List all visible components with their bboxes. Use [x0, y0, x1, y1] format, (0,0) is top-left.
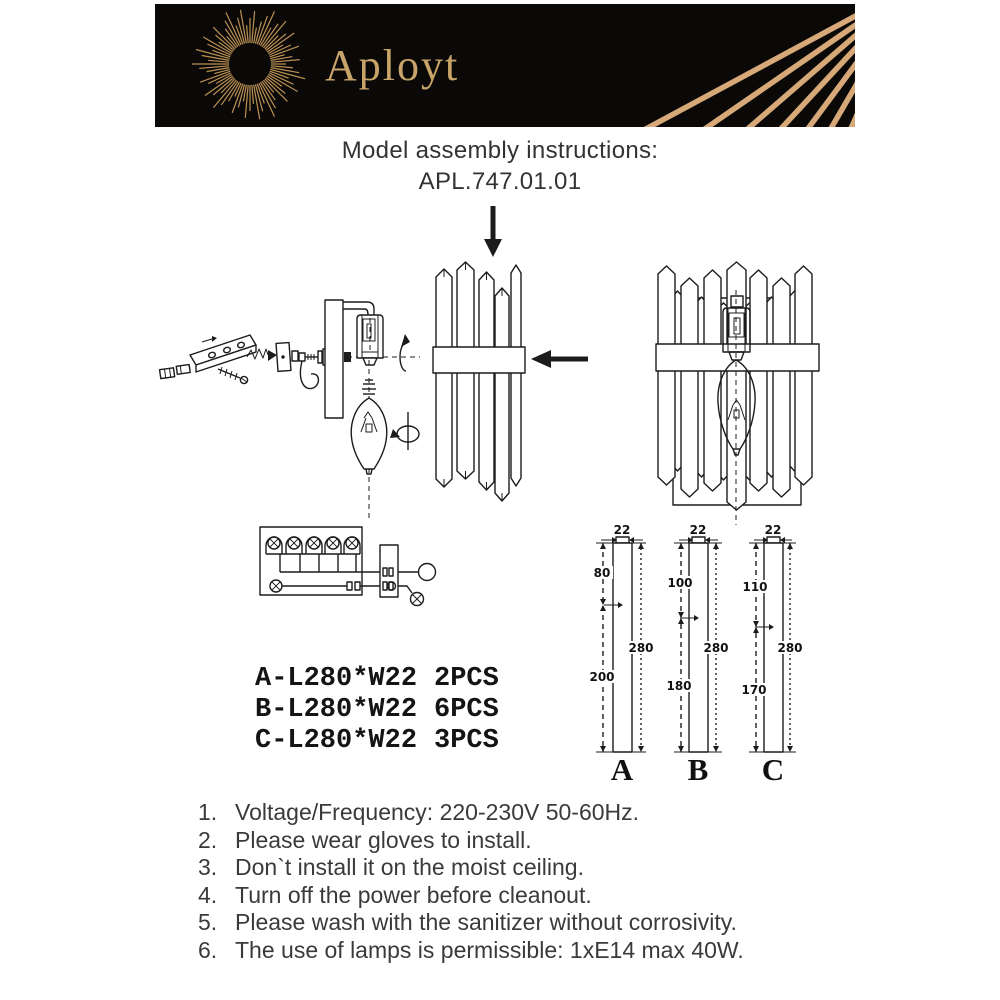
- part-qty: 2PCS: [434, 664, 499, 694]
- part-qty: 3PCS: [434, 726, 499, 756]
- wiring-diagram: [260, 527, 436, 606]
- part-code: C-L280*W22: [255, 726, 418, 756]
- dim-lower-label: 200: [589, 670, 615, 684]
- exploded-parts-diagram: [159, 300, 420, 520]
- dim-upper-label: 110: [742, 580, 768, 594]
- instruction-number: 5.: [198, 909, 218, 936]
- sconce-side-view: [433, 262, 525, 501]
- model-code: APL.747.01.01: [418, 168, 582, 195]
- instruction-text: Voltage/Frequency: 220-230V 50-60Hz.: [235, 799, 640, 825]
- dimension-diagram-b: [666, 523, 729, 787]
- instruction-text: The use of lamps is permissible: 1xE14 max 40W.: [235, 936, 744, 963]
- instruction-item: [198, 799, 858, 827]
- diagram-label: A: [610, 752, 634, 787]
- dim-width-label: 22: [613, 523, 631, 537]
- instruction-item: [198, 909, 858, 937]
- instruction-number: 3.: [198, 854, 218, 881]
- dimension-diagram-c: [741, 523, 803, 787]
- diagram-label: C: [761, 752, 785, 787]
- doc-title: Model assembly instructions:: [341, 137, 659, 164]
- dim-lower-label: 180: [666, 679, 692, 693]
- instruction-item: [198, 827, 858, 855]
- dim-upper-label: 100: [667, 576, 693, 590]
- instruction-number: 4.: [198, 881, 218, 908]
- part-spec-row: [255, 664, 499, 695]
- instruction-number: 1.: [198, 799, 218, 825]
- instruction-number: 2.: [198, 826, 218, 853]
- part-qty: 6PCS: [434, 695, 499, 725]
- instruction-text: Turn off the power before cleanout.: [235, 881, 592, 908]
- instruction-item: [198, 937, 858, 965]
- part-code: A-L280*W22: [255, 664, 418, 694]
- instruction-item: [198, 882, 858, 910]
- dim-total-label: 280: [777, 641, 803, 655]
- brand-wordmark: Aployt: [325, 41, 460, 90]
- part-spec-list: [255, 664, 499, 757]
- part-code: B-L280*W22: [255, 695, 418, 725]
- instruction-text: Don`t install it on the moist ceiling.: [235, 854, 584, 881]
- instruction-number: 6.: [198, 936, 218, 963]
- dim-width-label: 22: [764, 523, 782, 537]
- instruction-text: Please wash with the sanitizer without corrosivity.: [235, 909, 737, 936]
- arrow-down-icon: [484, 206, 502, 257]
- instruction-text: Please wear gloves to install.: [235, 826, 532, 853]
- dimension-diagram-a: [589, 523, 654, 787]
- part-spec-row: [255, 695, 499, 726]
- diagram-label: B: [687, 752, 709, 787]
- part-spec-row: [255, 726, 499, 757]
- instruction-list: [198, 799, 858, 965]
- dim-total-label: 280: [628, 641, 654, 655]
- instruction-item: [198, 854, 858, 882]
- dim-width-label: 22: [689, 523, 707, 537]
- dim-upper-label: 80: [593, 566, 611, 580]
- sconce-front-view: [656, 262, 819, 525]
- dim-total-label: 280: [703, 641, 729, 655]
- arrow-left-icon: [531, 350, 588, 368]
- dim-lower-label: 170: [741, 683, 767, 697]
